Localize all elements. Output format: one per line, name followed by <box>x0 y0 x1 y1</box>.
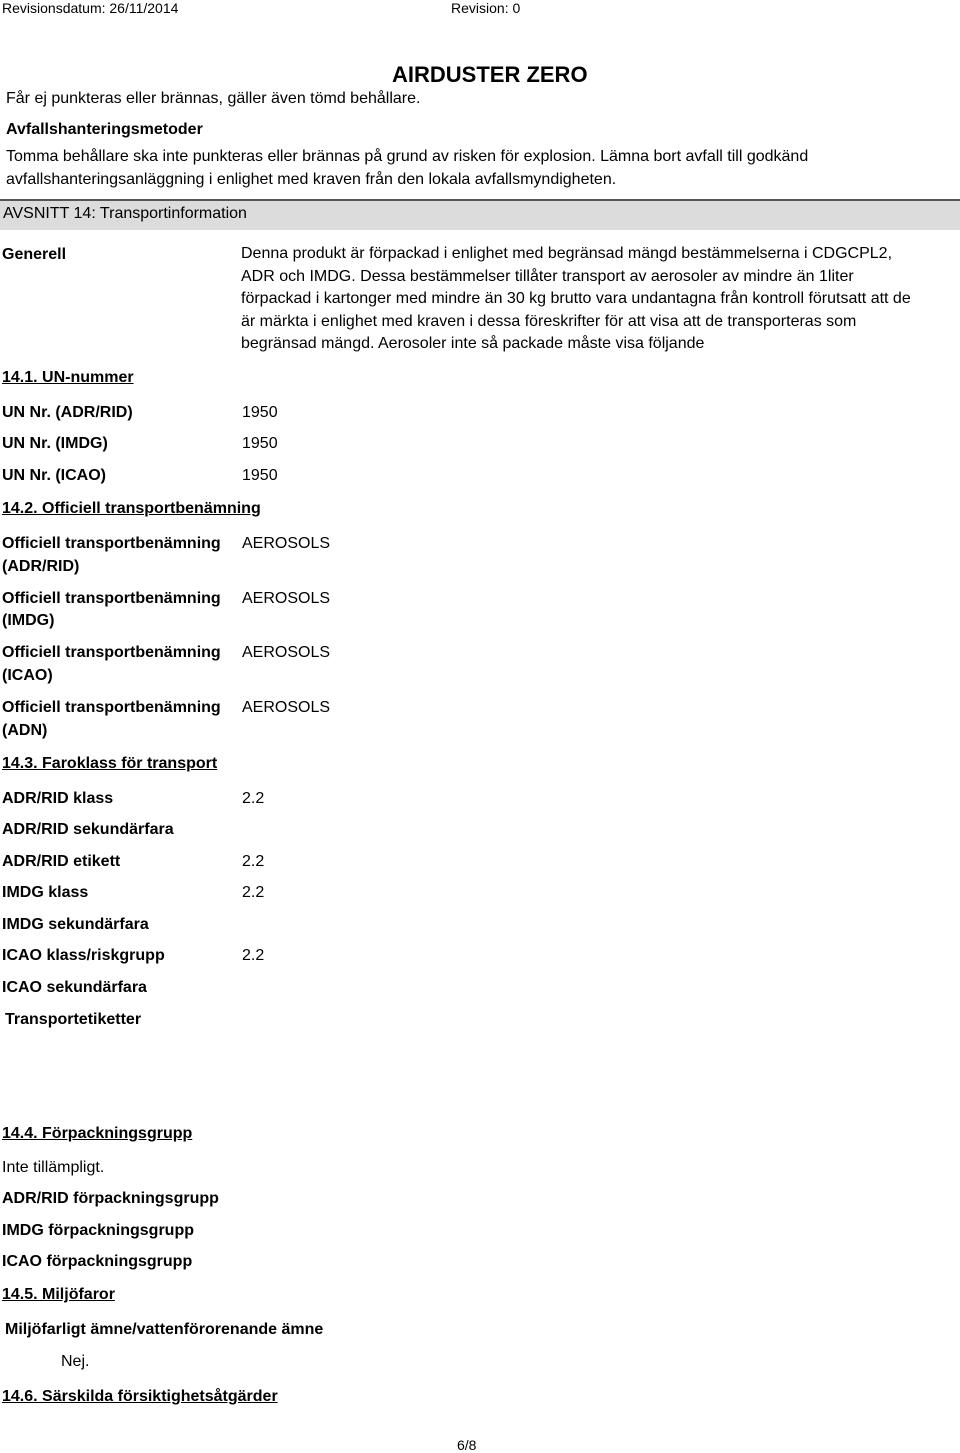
disposal-methods-text-2: avfallshanteringsanläggning i enlighet med kraven från den lokala avfallsmyndigheten. <box>6 171 617 188</box>
hazard-row-value: 2.2 <box>242 853 265 870</box>
packing-group-row: IMDG förpackningsgrupp <box>2 1222 194 1239</box>
hazard-row-label: ADR/RID sekundärfara <box>2 821 174 838</box>
shipping-name-label: Officiell transportbenämning <box>2 644 221 661</box>
general-line: begränsad mängd. Aerosoler inte så packade måste visa följande <box>241 335 705 352</box>
shipping-name-label: Officiell transportbenämning <box>2 699 221 716</box>
transport-labels-heading: Transportetiketter <box>5 1011 142 1028</box>
shipping-name-label-mode: (ICAO) <box>2 667 53 684</box>
hazard-row-label: ICAO sekundärfara <box>2 979 147 996</box>
shipping-name-heading: 14.2. Officiell transportbenämning <box>2 500 261 517</box>
revision-number: Revision: 0 <box>451 0 521 16</box>
hazard-row-value: 2.2 <box>242 884 265 901</box>
section-header-bar <box>0 199 960 230</box>
disposal-intro: Får ej punkteras eller brännas, gäller även tömd behållare. <box>6 90 421 107</box>
general-line: förpackad i kartonger med mindre än 30 kg brutto vara undantagna från kontroll förutsatt att de <box>241 290 911 307</box>
un-row-value: 1950 <box>242 404 278 421</box>
hazard-row-label: ICAO klass/riskgrupp <box>2 947 165 964</box>
packing-group-heading: 14.4. Förpackningsgrupp <box>2 1125 193 1142</box>
un-number-heading: 14.1. UN-nummer <box>2 369 134 386</box>
product-title: AIRDUSTER ZERO <box>392 62 588 87</box>
environment-heading: 14.5. Miljöfaror <box>2 1286 115 1303</box>
disposal-methods-heading: Avfallshanteringsmetoder <box>6 121 203 138</box>
hazard-row-value: 2.2 <box>242 790 265 807</box>
un-row-label: UN Nr. (ADR/RID) <box>2 404 133 421</box>
un-row-label: UN Nr. (ICAO) <box>2 467 106 484</box>
shipping-name-label: Officiell transportbenämning <box>2 535 221 552</box>
shipping-name-label-mode: (IMDG) <box>2 612 55 629</box>
hazard-class-heading: 14.3. Faroklass för transport <box>2 755 218 772</box>
un-row-value: 1950 <box>242 467 278 484</box>
environment-label: Miljöfarligt ämne/vattenförorenande ämne <box>5 1321 324 1338</box>
packing-group-row: ICAO förpackningsgrupp <box>2 1253 193 1270</box>
un-row-value: 1950 <box>242 435 278 452</box>
shipping-name-value: AEROSOLS <box>242 590 331 607</box>
general-line: ADR och IMDG. Dessa bestämmelser tillåter transport av aerosoler av mindre än 1liter <box>241 267 854 285</box>
environment-value: Nej. <box>61 1353 90 1370</box>
shipping-name-value: AEROSOLS <box>242 644 331 661</box>
general-line: Denna produkt är förpackad i enlighet med begränsad mängd bestämmelserna i CDGCPL2, <box>241 245 893 262</box>
hazard-row-label: IMDG klass <box>2 884 89 901</box>
shipping-name-label-mode: (ADR/RID) <box>2 558 80 575</box>
shipping-name-value: AEROSOLS <box>242 699 331 716</box>
general-label: Generell <box>2 246 67 263</box>
general-line: är märkta i enlighet med kraven i dessa föreskrifter för att visa att de transporteras som <box>241 312 857 330</box>
hazard-row-label: ADR/RID etikett <box>2 853 121 870</box>
shipping-name-value: AEROSOLS <box>242 535 331 552</box>
hazard-row-label: ADR/RID klass <box>2 790 114 807</box>
packing-group-row: ADR/RID förpackningsgrupp <box>2 1190 219 1207</box>
packing-group-note: Inte tillämpligt. <box>2 1159 105 1176</box>
revision-date: Revisionsdatum: 26/11/2014 <box>2 0 179 16</box>
shipping-name-label: Officiell transportbenämning <box>2 590 221 607</box>
hazard-row-value: 2.2 <box>242 947 265 964</box>
section-title: AVSNITT 14: Transportinformation <box>3 205 247 222</box>
hazard-row-label: IMDG sekundärfara <box>2 916 149 933</box>
disposal-methods-text-1: Tomma behållare ska inte punkteras eller brännas på grund av risken för explosion. Lämna bort avfall till godkänd <box>6 148 809 165</box>
precautions-heading: 14.6. Särskilda försiktighetsåtgärder <box>2 1388 278 1405</box>
general-text <box>241 243 911 356</box>
page-number: 6/8 <box>457 1437 477 1453</box>
un-row-label: UN Nr. (IMDG) <box>2 435 108 452</box>
shipping-name-label-mode: (ADN) <box>2 722 48 739</box>
